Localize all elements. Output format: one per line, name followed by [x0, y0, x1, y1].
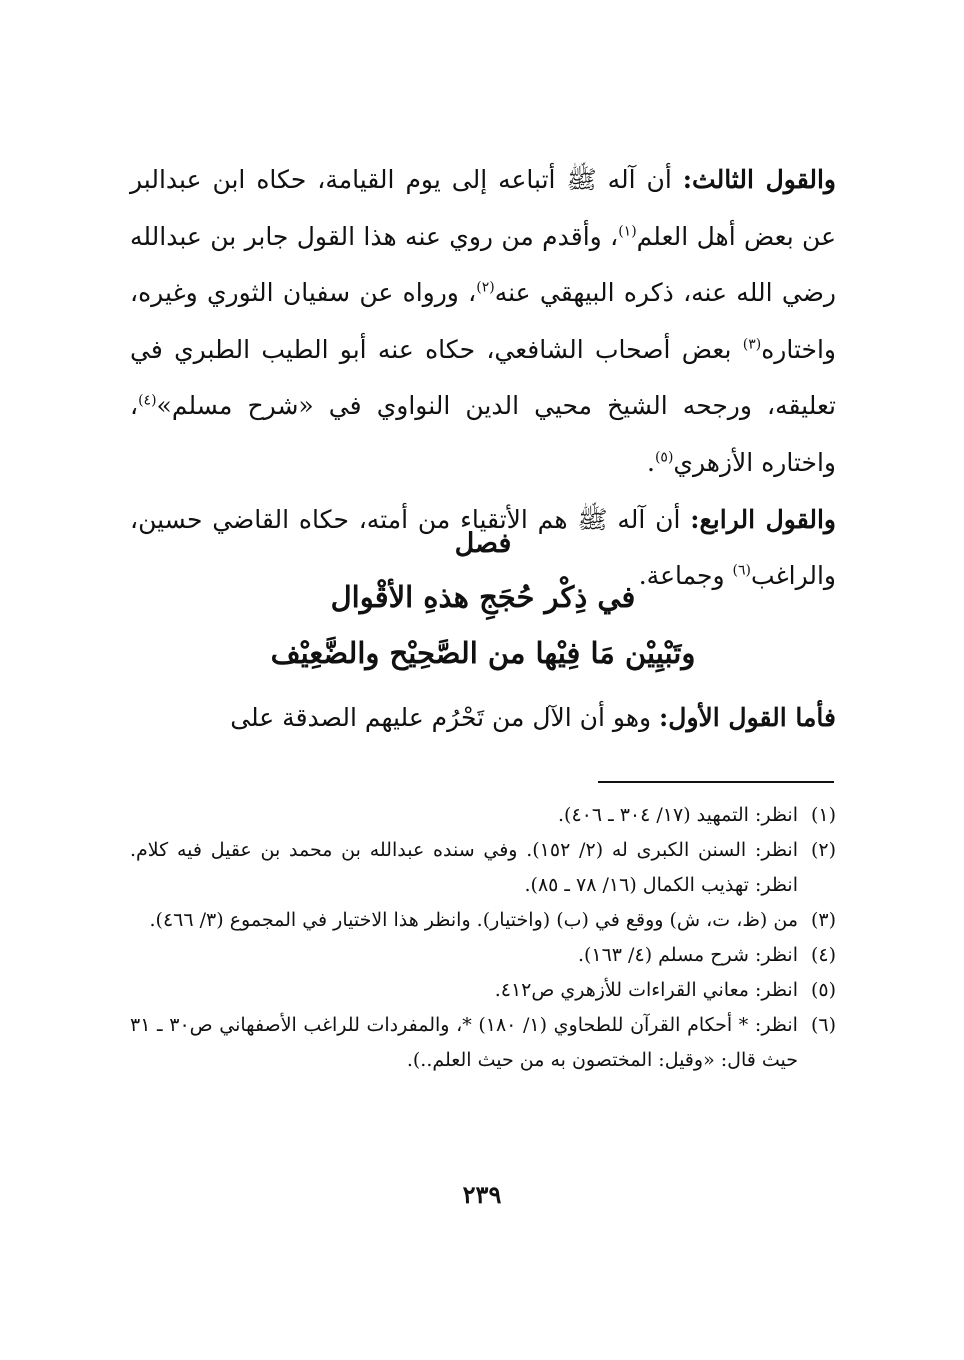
footnote-text: انظر: التمهيد (١٧/ ٣٠٤ ـ ٤٠٦).: [557, 804, 798, 826]
footnote-ref[interactable]: (٢): [476, 279, 495, 296]
footnote-item: [130, 833, 836, 903]
section-title-line-1: في ذِكْر حُجَجِ هذهِ الأقْوال: [330, 580, 636, 614]
page-number: ٢٣٩: [462, 1180, 502, 1209]
footnote-item: [130, 903, 836, 938]
paragraph-lead: والقول الرابع:: [690, 504, 836, 534]
footnote-ref[interactable]: (١): [618, 223, 637, 240]
paragraph-text: .: [647, 447, 655, 477]
footnote-text: من (ظ، ت، ش) ووقع في (ب) (واختيار). وانظر هذا الاختيار في المجموع (٣/ ٤٦٦).: [149, 909, 798, 931]
footnote-number: (٥): [810, 979, 836, 1001]
paragraph-text: بعض أصحاب الشافعي، حكاه عنه أبو الطيب الطبري في تعليقه، ورجحه الشيخ محيي الدين النواوي في «شرح مسلم»: [130, 334, 836, 421]
footnote-number: (١): [810, 804, 836, 826]
footnote-number: (٢): [810, 839, 836, 861]
paragraph-text: أن آله ﷺ هم الأتقياء من أمته، حكاه القاضي حسين، والراغب: [130, 504, 836, 591]
footnote-item: [130, 798, 836, 833]
footnote-text: انظر: شرح مسلم (٤/ ١٦٣).: [577, 944, 798, 966]
footnote-item: [130, 1008, 836, 1078]
paragraph-text: وهو أن الآل من تَحْرُم عليهم الصدقة على: [230, 703, 660, 732]
paragraph-lead: فأما القول الأول:: [659, 703, 836, 732]
paragraph-lead: والقول الثالث:: [682, 165, 836, 194]
footnote-ref[interactable]: (٦): [732, 562, 751, 579]
paragraph-first-opinion: [130, 698, 836, 738]
footnote-item: [130, 973, 836, 1008]
footnote-text: انظر: معاني القراءات للأزهري ص٤١٢.: [494, 979, 798, 1001]
paragraph-text: أن آله ﷺ أتباعه إلى يوم القيامة، حكاه ابن عبدالبر عن بعض أهل العلم: [130, 165, 836, 251]
footnote-ref[interactable]: (٤): [138, 393, 157, 410]
paragraph-text: ، ورواه عن سفيان الثوري وغيره، واختاره: [130, 278, 836, 364]
footnotes: [130, 798, 836, 1078]
section-title-line-2: وتَبْيِيْن مَا فِيْها من الصَّحِيْح والضَّعِيْف: [270, 636, 696, 670]
footnote-ref[interactable]: (٥): [654, 449, 674, 466]
footnote-item: [130, 938, 836, 973]
footnote-text: انظر: السنن الكبرى له (٢/ ١٥٢). وفي سنده عبدالله بن محمد بن عقيل فيه كلام. انظر: تهذيب الكمال (١٦/ ٧٨ ـ ٨٥).: [130, 839, 798, 896]
footnote-separator: [598, 781, 834, 783]
section-body: [130, 698, 836, 738]
section-label: فصل: [454, 528, 512, 559]
paragraph-text: ، وأقدم من روي عنه هذا القول جابر بن عبدالله رضي الله عنه، ذكره البيهقي عنه: [130, 221, 836, 308]
paragraph-text: ، واختاره الأزهري: [130, 391, 836, 477]
paragraph-third-opinion: [130, 152, 836, 492]
paragraph-text: وجماعة.: [638, 561, 733, 591]
footnote-number: (٤): [810, 944, 836, 966]
footnote-number: (٣): [810, 909, 836, 931]
footnote-number: (٦): [810, 1014, 836, 1036]
footnote-ref[interactable]: (٣): [742, 336, 762, 353]
footnote-text: انظر: * أحكام القرآن للطحاوي (١/ ١٨٠) *، والمفردات للراغب الأصفهاني ص٣٠ ـ ٣١ حيث قال: «وقيل: المختصون به من حيث العلم..).: [130, 1014, 798, 1071]
